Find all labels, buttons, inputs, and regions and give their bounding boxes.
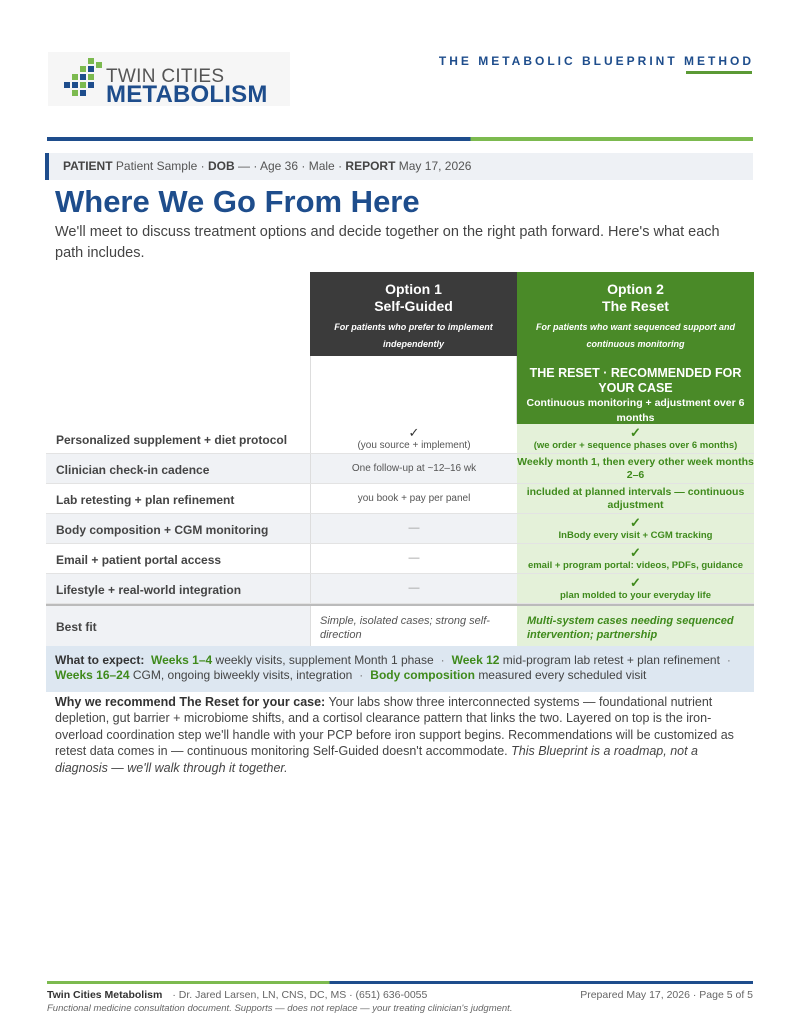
option2-cell <box>517 574 754 603</box>
separator: · <box>440 653 445 667</box>
option1-name: Self-Guided <box>374 298 453 314</box>
expect-week-12: mid-program lab retest + plan refinement <box>502 653 720 667</box>
table-row <box>46 514 754 544</box>
report-label: REPORT <box>345 159 396 173</box>
option1-cell <box>310 454 517 483</box>
row-label: Clinician check-in cadence <box>46 454 310 483</box>
expect-weeks-1-4-label: Weeks 1–4 <box>151 653 213 667</box>
option1-header-spacer <box>310 356 517 424</box>
option1-cell <box>310 484 517 513</box>
dob-label: DOB <box>207 159 235 173</box>
row-label: Body composition + CGM monitoring <box>46 514 310 543</box>
option2-note: (we order + sequence phases over 6 months) <box>533 440 738 451</box>
option2-header <box>517 272 754 424</box>
patient-sex: Male <box>308 159 335 173</box>
option1-subtitle: For patients who prefer to implement independently <box>334 322 493 349</box>
option2-number: Option 2 <box>607 281 664 297</box>
expect-week-12-label: Week 12 <box>451 653 500 667</box>
option2-cell <box>517 424 754 453</box>
report-date: May 17, 2026 <box>398 159 472 173</box>
expect-weeks-1-4: weekly visits, supplement Month 1 phase <box>215 653 434 667</box>
option1-note: One follow-up at ~12–16 wk <box>351 463 477 474</box>
footer-left <box>47 989 427 1001</box>
check-icon: ✓ <box>630 515 641 530</box>
logo-text-line1: TWIN CITIES <box>106 66 225 87</box>
table-row <box>46 424 754 454</box>
option2-note: InBody every visit + CGM tracking <box>558 530 713 541</box>
row-label: Best fit <box>46 606 310 646</box>
rationale-disclaimer: This Blueprint is a roadmap, not a diagnosis — we'll walk through it together. <box>55 744 699 775</box>
option1-number: Option 1 <box>385 281 442 297</box>
patient-name: Patient Sample <box>115 159 198 173</box>
method-underline <box>686 71 752 74</box>
option1-best-fit: Simple, isolated cases; strong self-direction <box>310 606 517 646</box>
row-label: Email + patient portal access <box>56 553 222 567</box>
best-fit-row <box>46 604 754 646</box>
expect-label: What to expect: <box>55 653 145 667</box>
recommended-subtitle: Continuous monitoring + adjustment over 6 months <box>526 397 745 424</box>
option1-note: — <box>408 522 420 534</box>
row-label: Lab retesting + plan refinement <box>56 493 235 507</box>
option2-cell <box>517 484 754 513</box>
option2-cell <box>517 544 754 573</box>
dob-value: — <box>237 159 250 173</box>
option1-cell <box>310 514 517 543</box>
check-icon: ✓ <box>630 575 641 590</box>
option2-note: Weekly month 1, then every other week months 2–6 <box>517 456 754 481</box>
option2-cell <box>517 454 754 483</box>
option1-note: — <box>408 582 420 594</box>
row-label: Lifestyle + real-world integration <box>46 574 310 603</box>
option1-note: (you source + implement) <box>357 440 471 451</box>
option2-subtitle: For patients who want sequenced support and continuous monitoring <box>535 322 735 349</box>
table-row <box>46 454 754 484</box>
check-icon: ✓ <box>630 545 641 560</box>
patient-age: Age 36 <box>260 159 299 173</box>
header-rule <box>47 137 753 141</box>
separator: · <box>726 653 731 667</box>
check-icon: ✓ <box>630 425 641 440</box>
patient-label: PATIENT <box>63 159 113 173</box>
option2-note: included at planned intervals — continuous adjustment <box>526 486 745 511</box>
recommendation-rationale <box>55 694 745 776</box>
option1-cell <box>310 574 517 603</box>
table-row <box>46 574 754 604</box>
footer-disclaimer: Functional medicine consultation document. Supports — does not replace — your treating clinician's judgment. <box>47 1003 513 1014</box>
page-title: Where We Go From Here <box>55 184 420 219</box>
what-to-expect <box>46 646 754 692</box>
intro-text: We'll meet to discuss treatment options and decide together on the right path forward. Here's what each path includes. <box>55 224 720 261</box>
expect-weeks-16-24-label: Weeks 16–24 <box>55 668 130 682</box>
company-logo <box>48 52 290 106</box>
expect-weeks-16-24: CGM, ongoing biweekly visits, integration <box>132 668 353 682</box>
option1-note: — <box>408 552 420 564</box>
option1-note: you book + pay per panel <box>357 493 471 504</box>
check-icon: ✓ <box>408 425 420 440</box>
method-title: THE METABOLIC BLUEPRINT METHOD <box>438 54 754 68</box>
expect-body-comp-label: Body composition <box>370 668 475 682</box>
footer-page-info: Prepared May 17, 2026 · Page 5 of 5 <box>580 989 753 1001</box>
option2-note: plan molded to your everyday life <box>560 590 711 601</box>
option1-cell <box>310 544 517 573</box>
table-row <box>46 484 754 514</box>
footer-rule <box>47 981 753 984</box>
recommended-label: THE RESET · RECOMMENDED FOR YOUR CASE <box>529 366 742 395</box>
footer-org: Twin Cities Metabolism <box>47 989 163 1001</box>
table-row <box>46 544 754 574</box>
rationale-label: Why we recommend The Reset for your case: <box>55 695 326 709</box>
logo-mark-icon <box>62 56 106 102</box>
expect-body-comp: measured every scheduled visit <box>478 668 647 682</box>
footer-clinician: · Dr. Jared Larsen, LN, CNS, DC, MS · (651) 636-0055 <box>172 989 428 1001</box>
rationale-text: Your labs show three interconnected systems — foundational nutrient depletion, gut barrier + microbiome shifts, and a cortisol clearance pattern that links the two. Layered on top is the iron-overload coordination step we'll handle with your PCP before iron support begins. Recommendations will be customized as retest data comes in — continuous monitoring Self-Guided doesn't accommodate. <box>55 695 734 759</box>
option2-best-fit: Multi-system cases needing sequenced intervention; partnership <box>517 606 754 646</box>
option2-name: The Reset <box>602 298 669 314</box>
logo-text-line2: METABOLISM <box>106 81 268 108</box>
option2-note: email + program portal: videos, PDFs, guidance <box>527 560 744 571</box>
patient-info-bar: PATIENT Patient Sample · DOB — · Age 36 · Male · REPORT May 17, 2026 <box>45 153 753 180</box>
option1-header <box>310 272 517 356</box>
option2-cell <box>517 514 754 543</box>
separator: · <box>359 668 364 682</box>
option1-cell <box>310 424 517 453</box>
row-label: Personalized supplement + diet protocol <box>56 433 288 447</box>
